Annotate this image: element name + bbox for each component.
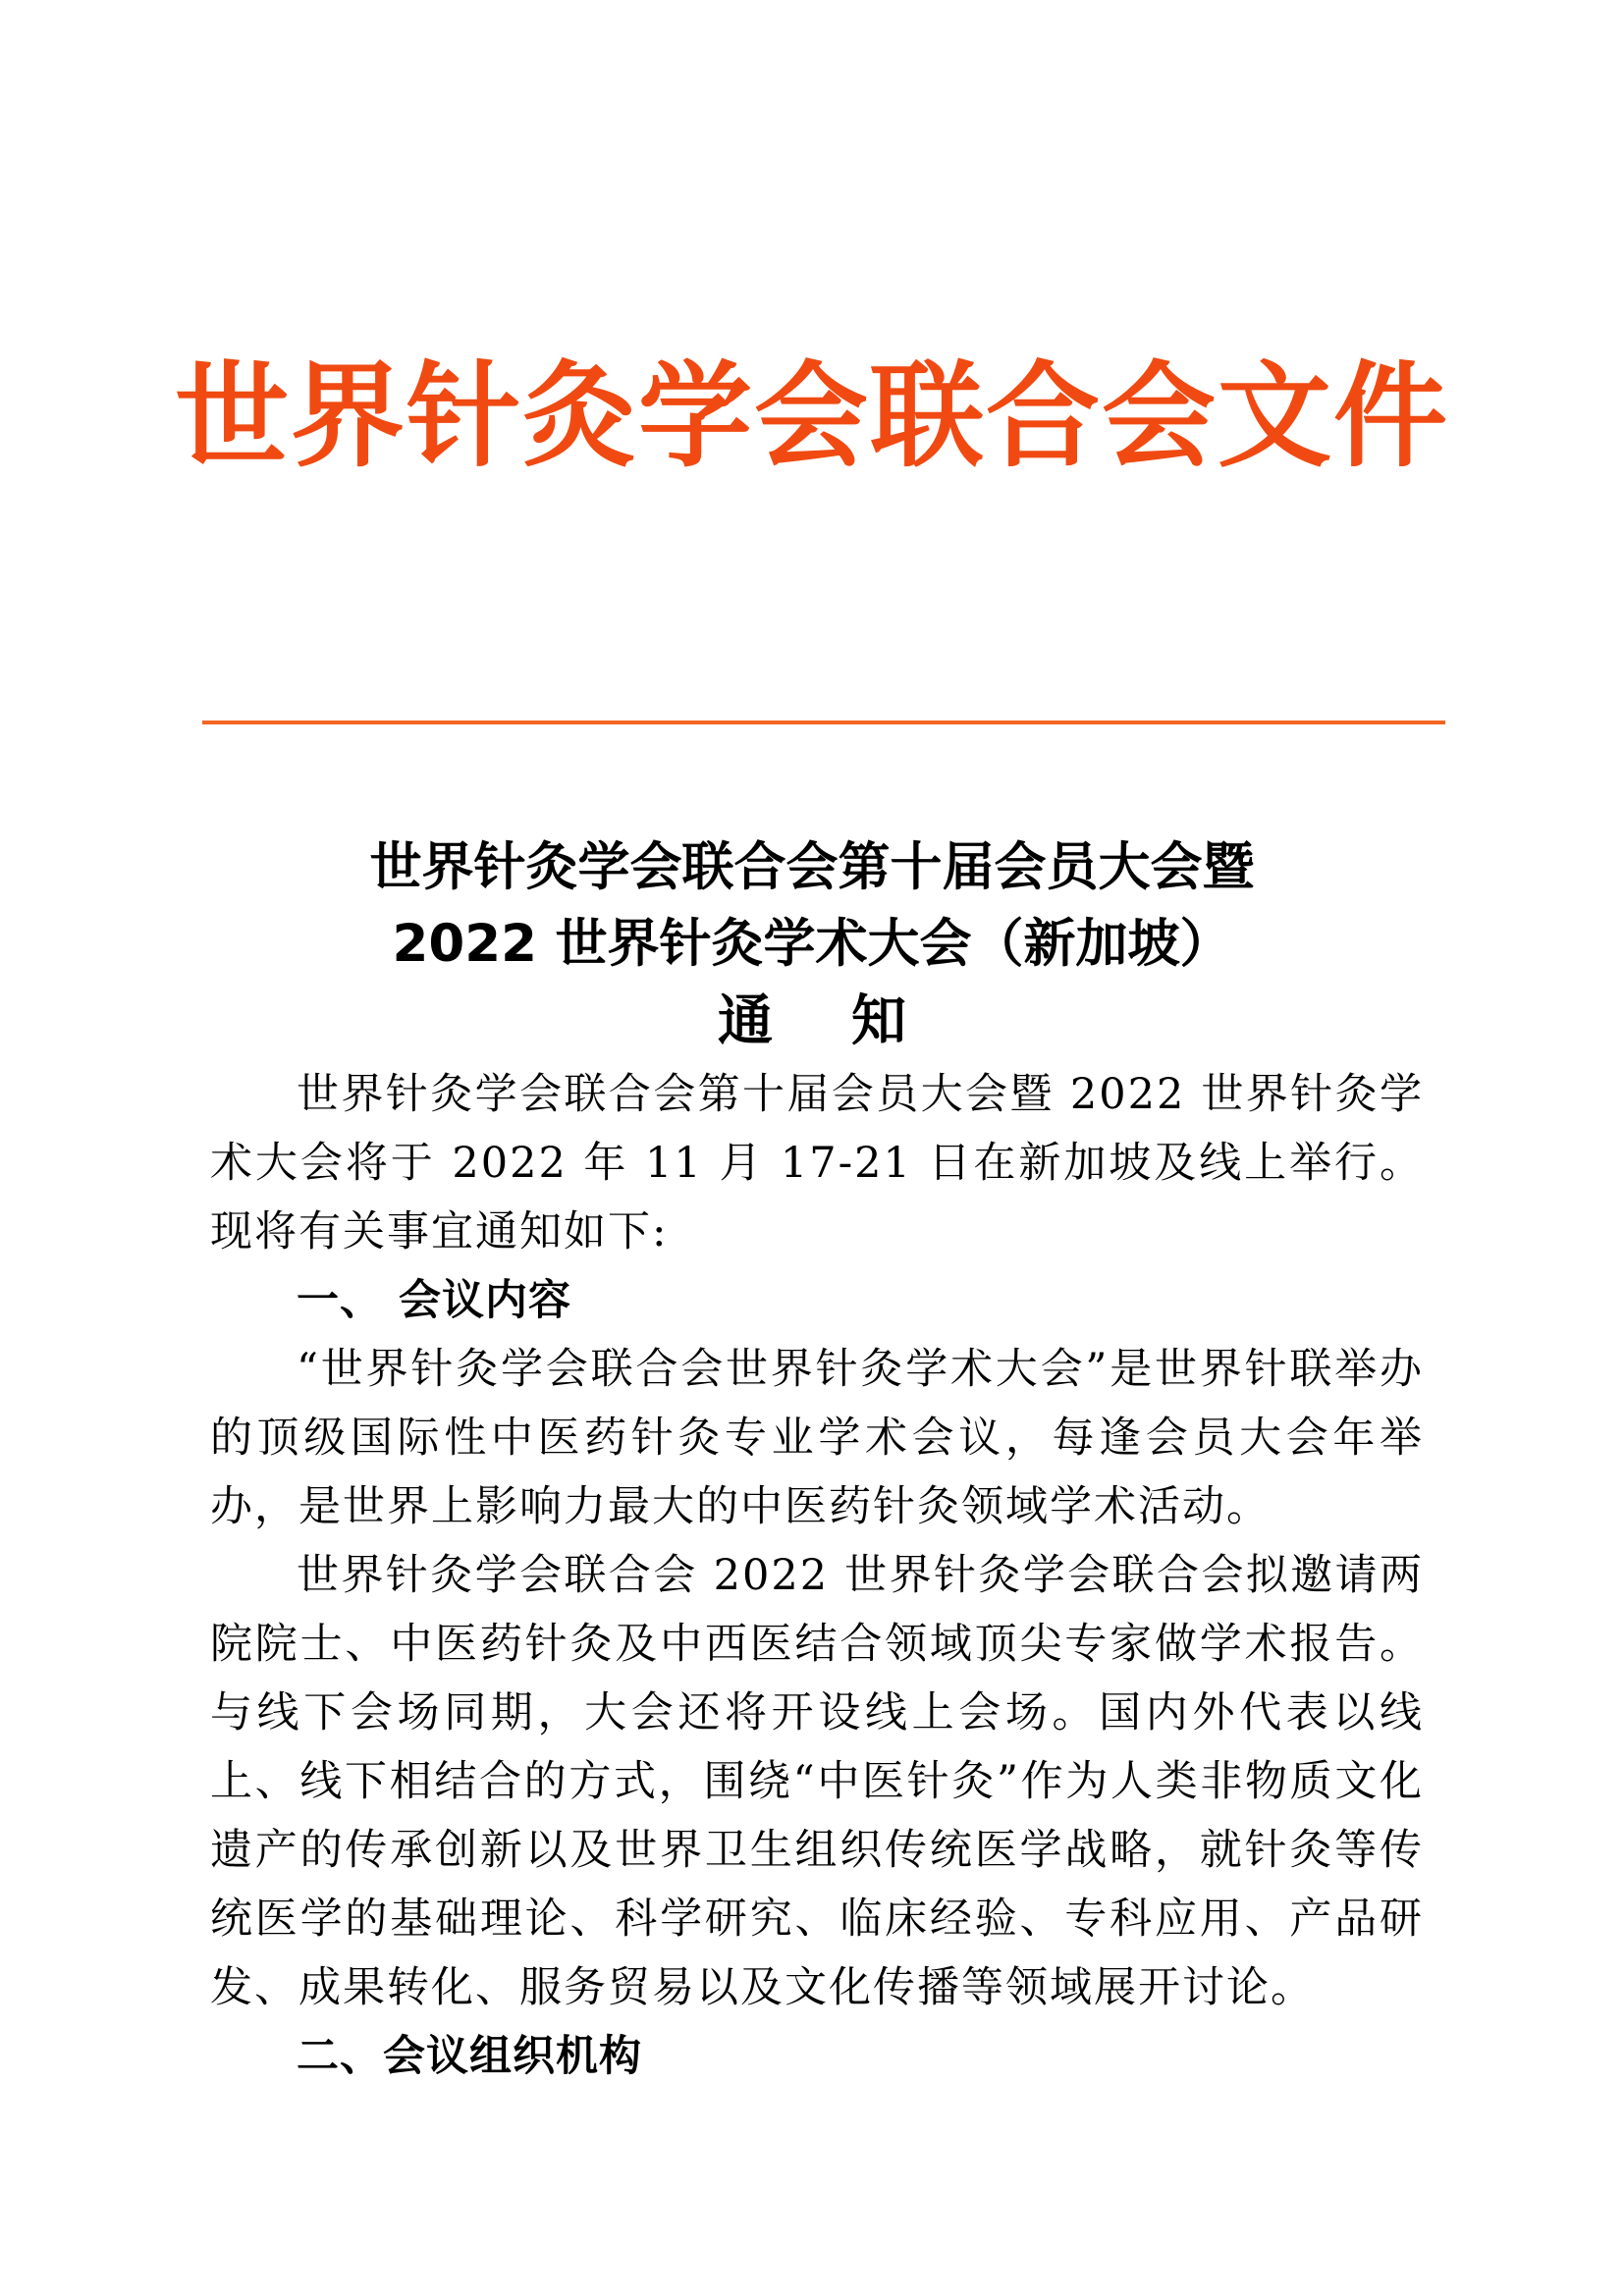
notice-title-line-1: 世界针灸学会联合会第十届会员大会暨 xyxy=(369,837,1255,897)
organization-file-header: 世界针灸学会联合会文件 xyxy=(175,350,1449,483)
notice-title-line-2: 2022 世界针灸学术大会（新加坡） xyxy=(392,914,1232,974)
intro-paragraph: 世界针灸学会联合会第十届会员大会暨 2022 世界针灸学术大会将于 2022 年 11 月 17-21 日在新加坡及线上举行。现将有关事宜通知如下: xyxy=(210,1070,1424,1256)
meeting-content-paragraph-1: “世界针灸学会联合会世界针灸学术大会”是世界针联举办的顶级国际性中医药针灸专业学术会议，每逢会员大会年举办，是世界上影响力最大的中医药针灸领域学术活动。 xyxy=(210,1345,1424,1531)
notice-title-line-3: 通知 xyxy=(718,989,985,1053)
header-divider-line xyxy=(202,721,1445,724)
meeting-content-paragraph-2: 世界针灸学会联合会 2022 世界针灸学会联合会拟邀请两院院士、中医药针灸及中西医结合领域顶尖专家做学术报告。与线下会场同期，大会还将开设线上会场。国内外代表以线上、线下相结合的方式，围绕“中医针灸”作为人类非物质文化遗产的传承创新以及世界卫生组织传统医学战略，就针灸等传统医学的基础理论、科学研究、临床经验、专科应用、产品研发、成果转化、服务贸易以及文化传播等领域展开讨论。 xyxy=(210,1551,1424,2012)
notice-body xyxy=(210,1060,1424,2091)
section-heading-organization: 二、会议组织机构 xyxy=(297,2032,642,2081)
section-heading-meeting-content: 一、 会议内容 xyxy=(297,1276,571,1325)
